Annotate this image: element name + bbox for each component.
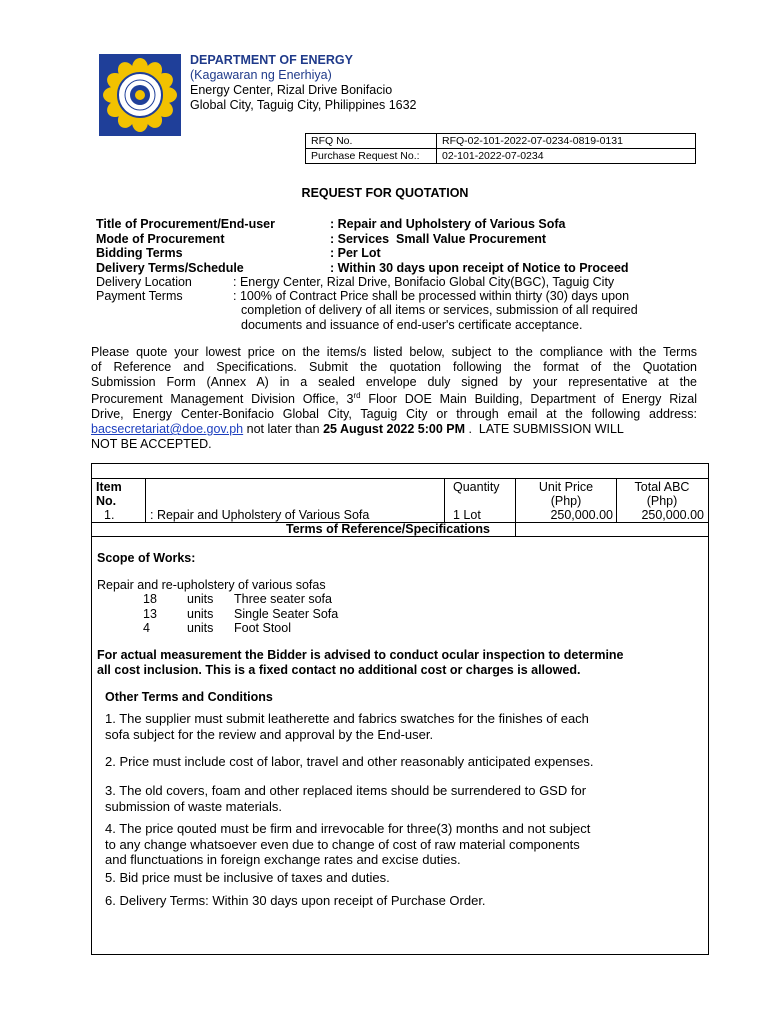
term-1 — [105, 711, 695, 742]
scope-intro: Repair and re-upholstery of various sofas — [97, 578, 326, 592]
header-unit-price-line-2: (Php) — [550, 494, 582, 508]
payment-terms-line-2: completion of delivery of all items or services, submission of all required — [241, 303, 638, 317]
table-rule — [91, 536, 708, 537]
para-line-1: Please quote your lowest price on the items/s listed below, subject to the compliance with the Terms — [91, 345, 697, 359]
term-1-line-1: 1. The supplier must submit leatherette and fabrics swatches for the finishes of each — [105, 711, 589, 726]
table-rule — [145, 478, 146, 523]
header-unit-price-line-1: Unit Price — [538, 480, 594, 494]
term-6: 6. Delivery Terms: Within 30 days upon receipt of Purchase Order. — [105, 893, 486, 908]
scope-list — [143, 592, 338, 636]
submission-deadline: 25 August 2022 5:00 PM — [323, 422, 466, 437]
address-line-2: Global City, Taguig City, Philippines 1632 — [190, 98, 417, 112]
rfq-number-label: RFQ No. — [306, 134, 437, 149]
para-line-4 — [91, 389, 697, 407]
department-tagalog: (Kagawaran ng Enerhiya) — [190, 68, 332, 82]
row-description: : Repair and Upholstery of Various Sofa — [150, 508, 370, 522]
term-4-line-2: to any change whatsoever even due to change of cost of raw material components — [105, 836, 580, 852]
row-quantity: 1 Lot — [453, 508, 481, 522]
header-item-line-2: No. — [96, 494, 117, 508]
header-quantity: Quantity — [453, 480, 500, 494]
scope-qty: 4 — [143, 621, 150, 635]
para-line-4-b: Floor DOE Main Building, Department of Energy Rizal — [360, 392, 697, 407]
instructions-paragraph — [91, 345, 697, 452]
para-line-7: NOT BE ACCEPTED. — [91, 436, 212, 451]
ocular-inspection-note — [97, 648, 697, 677]
header-item-no — [96, 480, 122, 508]
bidding-terms-label: Bidding Terms — [96, 246, 183, 260]
term-4 — [105, 821, 695, 868]
purchase-request-label: Purchase Request No.: — [306, 149, 437, 164]
para-line-6 — [91, 422, 697, 437]
rfq-reference-table — [305, 133, 696, 164]
para-line-4-a: Procurement Management Division Office, 3 — [91, 392, 354, 407]
mode-of-procurement-value: : Services Small Value Procurement — [330, 232, 547, 246]
delivery-location-value: : Energy Center, Rizal Drive, Bonifacio Global City(BGC), Taguig City — [233, 275, 615, 289]
para-line-2: of Reference and Specifications. Submit the quotation following the format of the Quotation — [91, 359, 697, 374]
doe-logo — [99, 54, 181, 136]
term-5: 5. Bid price must be inclusive of taxes and duties. — [105, 870, 390, 885]
agency-header — [190, 53, 417, 113]
scope-qty: 18 — [143, 592, 157, 606]
purchase-request-value: 02-101-2022-07-0234 — [437, 149, 696, 164]
para-line-4-sup: rd — [353, 391, 361, 401]
header-total-line-1: Total ABC — [634, 480, 690, 494]
delivery-location-label: Delivery Location — [96, 275, 192, 289]
scope-qty: 13 — [143, 606, 157, 621]
term-3 — [105, 783, 695, 814]
department-name: DEPARTMENT OF ENERGY — [190, 53, 353, 67]
term-4-line-3: and flunctuations in foreign exchange rates and excise duties. — [105, 852, 461, 867]
term-1-line-2: sofa subject for the review and approval by the End-user. — [105, 726, 434, 742]
mode-of-procurement-label: Mode of Procurement — [96, 232, 225, 246]
tor-title: Terms of Reference/Specifications — [286, 522, 491, 536]
term-3-line-1: 3. The old covers, foam and other replaced items should be surrendered to GSD for — [105, 783, 587, 798]
header-total-abc — [617, 480, 707, 508]
other-terms-heading: Other Terms and Conditions — [105, 690, 273, 704]
address-line-1: Energy Center, Rizal Drive Bonifacio — [190, 83, 393, 97]
advice-line-1: For actual measurement the Bidder is advised to conduct ocular inspection to determine — [97, 648, 624, 662]
title-of-procurement-label: Title of Procurement/End-user — [96, 217, 275, 231]
scope-heading: Scope of Works: — [97, 551, 196, 565]
scope-line — [143, 621, 338, 636]
scope-unit: units — [187, 606, 214, 621]
header-total-line-2: (Php) — [646, 494, 678, 508]
delivery-terms-label: Delivery Terms/Schedule — [96, 261, 244, 275]
para-line-6-b: . LATE SUBMISSION WILL — [465, 422, 624, 437]
title-of-procurement-value: : Repair and Upholstery of Various Sofa — [330, 217, 566, 231]
table-rule — [444, 478, 445, 523]
payment-terms-label: Payment Terms — [96, 289, 183, 303]
scope-unit: units — [187, 592, 214, 606]
row-item-no: 1. — [104, 508, 115, 522]
para-line-5: Drive, Energy Center-Bonifacio Global City, Taguig City or through email at the following address: — [91, 407, 697, 422]
scope-line — [143, 592, 338, 607]
row-unit-price: 250,000.00 — [550, 508, 613, 522]
para-line-3: Submission Form (Annex A) in a sealed envelope duly signed by your representative at the — [91, 374, 697, 389]
scope-desc: Three seater sofa — [234, 592, 332, 606]
delivery-terms-value: : Within 30 days upon receipt of Notice to Proceed — [330, 261, 629, 275]
scope-desc: Single Seater Sofa — [234, 606, 339, 621]
bidding-terms-value: : Per Lot — [330, 246, 381, 260]
para-line-6-a: not later than — [243, 422, 324, 437]
payment-terms-value: : 100% of Contract Price shall be processed within thirty (30) days upon — [233, 289, 630, 303]
rfq-number-value: RFQ-02-101-2022-07-0234-0819-0131 — [437, 134, 696, 149]
scope-desc: Foot Stool — [234, 621, 291, 635]
scope-unit: units — [187, 621, 214, 635]
header-item-line-1: Item — [96, 480, 122, 494]
scope-line — [143, 607, 338, 622]
payment-terms-continuation — [241, 303, 701, 332]
header-unit-price — [516, 480, 616, 508]
term-3-line-2: submission of waste materials. — [105, 798, 283, 814]
row-total-abc: 250,000.00 — [641, 508, 704, 522]
term-4-line-1: 4. The price qouted must be firm and irrevocable for three(3) months and not subject — [105, 821, 591, 836]
term-2: 2. Price must include cost of labor, travel and other reasonably anticipated expenses. — [105, 754, 594, 769]
email-link[interactable]: bacsecretariat@doe.gov.ph — [91, 422, 244, 437]
document-title: REQUEST FOR QUOTATION — [301, 186, 469, 200]
advice-line-2: all cost inclusion. This is a fixed contact no additional cost or charges is allowed. — [97, 662, 581, 677]
payment-terms-line-3: documents and issuance of end-user's certificate acceptance. — [241, 317, 583, 332]
